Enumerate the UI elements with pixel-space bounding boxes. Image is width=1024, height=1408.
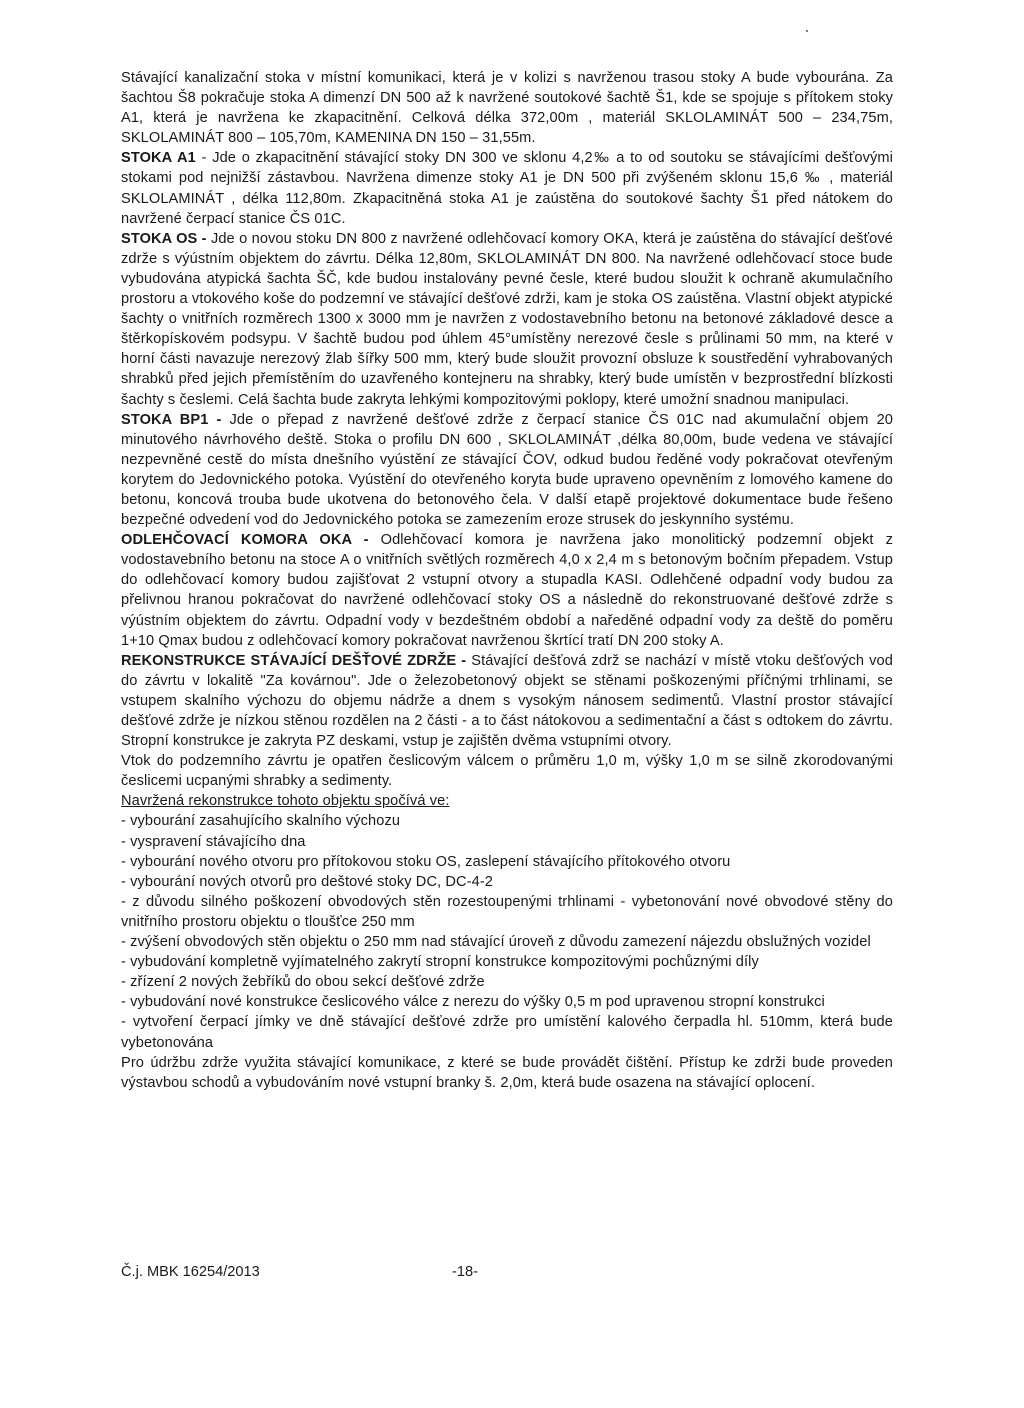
paragraph-text: Stávající kanalizační stoka v místní komunikaci, která je v kolizi s navrženou trasou stoky A bude vybourána. Za šachtou Š8 pokračuje stoka A dimenzí DN 500 až k navržené soutokové šachtě Š1, kde se spojuje s přítokem stoky A1, která je navržena ke zkapacitnění. Celková délka 372,00m , materiál SKLOLAMINÁT 500 – 234,75m, SKLOLAMINÁT 800 – 105,70m, KAMENINA DN 150 – 31,55m. bbox=[121, 70, 893, 147]
list-item: - vybudování nové konstrukce česlicového válce z nerezu do výšky 0,5 m pod upravenou stropní konstrukci bbox=[121, 994, 825, 1011]
paragraph-stoka-bp1 bbox=[121, 410, 893, 531]
closing-paragraph: Pro údržbu zdrže využita stávající komunikace, z které se bude provádět čištění. Přístup ke zdrži bude proveden výstavbou schodů a vybudováním nové vstupní branky š. 2,0m, která bude osazena na stávající oplocení. bbox=[121, 1054, 893, 1091]
list-item: - vytvoření čerpací jímky ve dně stávající dešťové zdrže pro umístění kalového čerpadla hl. 510mm, která bude vybetonována bbox=[121, 1014, 893, 1051]
paragraph-heading: STOKA BP1 - bbox=[121, 411, 222, 428]
paragraph-text: - Jde o zkapacitnění stávající stoky DN 300 ve sklonu 4,2‰ a to od soutoku se stávajícími dešťovými stokami pod nejnižší zástavbou. Navržena dimenze stoky A1 je DN 500 při zvýšeném sklonu 15,6 ‰ , materiál SKLOLAMINÁT , délka 112,80m. Zkapacitněná stoka A1 je zaústěna do soutokové šachty Š1 před nátokem do navržené čerpací stanice ČS 01C. bbox=[121, 150, 894, 227]
page-number: -18- bbox=[452, 1264, 478, 1280]
paragraph-text: Jde o přepad z navržené dešťové zdrže z čerpací stanice ČS 01C nad akumulační objem 20 minutového návrhového deště. Stoka o profilu DN 600 , SKLOLAMINÁT ,délka 80,00m, bude vedena ve stávající nezpevněné cestě do místa dnešního vyústění ze stávající ČOV, odkud budou ředěné vody pokračovat otevřeným korytem do Jedovnického potoka. Vyústění do otevřeného koryta bude upraveno opevněním z lomového kamene do betonu, koncová trouba bude ukotvena do betonového čela. V další etapě projektové dokumentace bude řešeno bezpečné odvedení vod do Jedovnického potoka se zamezením eroze strusek do jeskynního systému. bbox=[121, 411, 894, 529]
paragraph-heading: REKONSTRUKCE STÁVAJÍCÍ DEŠŤOVÉ ZDRŽE - bbox=[121, 652, 467, 669]
paragraph-text: Vtok do podzemního závrtu je opatřen česlicovým válcem o průměru 1,0 m, výšky 1,0 m se silně zkorodovanými česlicemi ucpanými shrabky a sedimenty. bbox=[121, 753, 893, 790]
list-item: - z důvodu silného poškození obvodových stěn rozestoupenými trhlinami - vybetonování nové obvodové stěny do vnitřního prostoru objektu o tloušťce 250 mm bbox=[121, 893, 893, 930]
paragraph-rekonstrukce bbox=[121, 651, 893, 751]
scan-speck bbox=[806, 30, 808, 32]
list-title: Navržená rekonstrukce tohoto objektu spočívá ve: bbox=[121, 793, 450, 810]
list-item: - vybourání nových otvorů pro deštové stoky DC, DC-4-2 bbox=[121, 873, 494, 890]
paragraph-heading: ODLEHČOVACÍ KOMORA OKA - bbox=[121, 532, 369, 549]
list-item: - vybourání zasahujícího skalního výchozu bbox=[121, 813, 401, 830]
list-item: - zřízení 2 nových žebříků do obou sekcí dešťové zdrže bbox=[121, 974, 485, 991]
paragraph-stoka-a1 bbox=[121, 148, 893, 228]
reconstruction-list bbox=[121, 811, 893, 1052]
document-reference: Č.j. MBK 16254/2013 bbox=[121, 1264, 260, 1280]
paragraph-heading: STOKA A1 bbox=[121, 150, 196, 167]
list-item: - vybourání nového otvoru pro přítokovou stoku OS, zaslepení stávajícího přítokového otvoru bbox=[121, 853, 731, 870]
list-item: - vyspravení stávajícího dna bbox=[121, 833, 306, 850]
paragraph-odlehcovaci-komora bbox=[121, 530, 893, 651]
paragraph-stoka-os bbox=[121, 229, 893, 410]
paragraph-intro bbox=[121, 68, 893, 148]
document-body bbox=[121, 68, 893, 1093]
paragraph-text: Jde o novou stoku DN 800 z navržené odlehčovací komory OKA, která je zaústěna do stávající dešťové zdrže s výústním objektem do závrtu. Délka 12,80m, SKLOLAMINÁT DN 800. Na navržené odlehčovací stoce bude vybudována atypická šachta ŠČ, kde budou instalovány pevné česle, které budou sloužit k ochraně akumulačního prostoru a vtokového koše do podzemní ve stávající dešťové zdrži, kam je stoka OS zaústěna. Vlastní objekt atypické šachty o vnitřních rozměrech 1300 x 3000 mm je navržen z vodostavebního betonu na betonové základové desce a štěrkopískovém podsypu. V šachtě budou pod úhlem 45°umístěny nerezové česle s průlinami 50 mm, na které v horní části navazuje nerezový žlab šířky 500 mm, který bude sloužit provozní obsluze k soustředění vyhrabovaných shrabků před jejich přemístěním do uzavřeného kontejneru na shrabky, který bude umístěn v bezprostřední blízkosti šachty s česlemi. Celá šachta bude zakryta lehkými kompozitovými poklopy, které umožní snadnou manipulaci. bbox=[121, 230, 894, 408]
list-item: - zvýšení obvodových stěn objektu o 250 mm nad stávající úroveň z důvodu zamezení nájezdu obslužných vozidel bbox=[121, 934, 871, 951]
paragraph-vtok bbox=[121, 751, 893, 791]
paragraph-heading: STOKA OS - bbox=[121, 230, 207, 247]
paragraph-text: Stávající dešťová zdrž se nachází v místě vtoku dešťových vod do závrtu v lokalitě "Za kovárnou". Jde o železobetonový objekt se stěnami poškozenými příčnými trhlinami, se vstupem skalního výchozu do objemu nádrže a dnem s vysokým nánosem sedimentů. Vlastní prostor stávající dešťové zdrže je nízkou stěnou rozdělen na 2 části - a to část nátokovou a sedimentační a část s odtokem do závrtu. Stropní konstrukce je zakryta PZ deskami, vstup je zajištěn dvěma vstupními otvory. bbox=[121, 652, 893, 750]
paragraph-text: Odlehčovací komora je navržena jako monolitický podzemní objekt z vodostavebního betonu na stoce A o vnitřních světlých rozměrech 4,0 x 2,4 m s betonovým bočním přepadem. Vstup do odlehčovací komory budou zajišťovat 2 vstupní otvory a stupadla KASI. Odlehčené odpadní vody budou za přelivnou hranou pokračovat do navržené odlehčovací stoky OS a následně do rekonstruované dešťové zdrže s výústním objektem do závrtu. Odpadní vody v bezdeštném období a naředěné odpadní vody za deště do poměru 1+10 Qmax budou z odlehčovací komory pokračovat navrženou škrtící tratí DN 200 stoky A. bbox=[121, 532, 893, 649]
list-item: - vybudování kompletně vyjímatelného zakrytí stropní konstrukce kompozitovými pochůznými díly bbox=[121, 954, 759, 971]
